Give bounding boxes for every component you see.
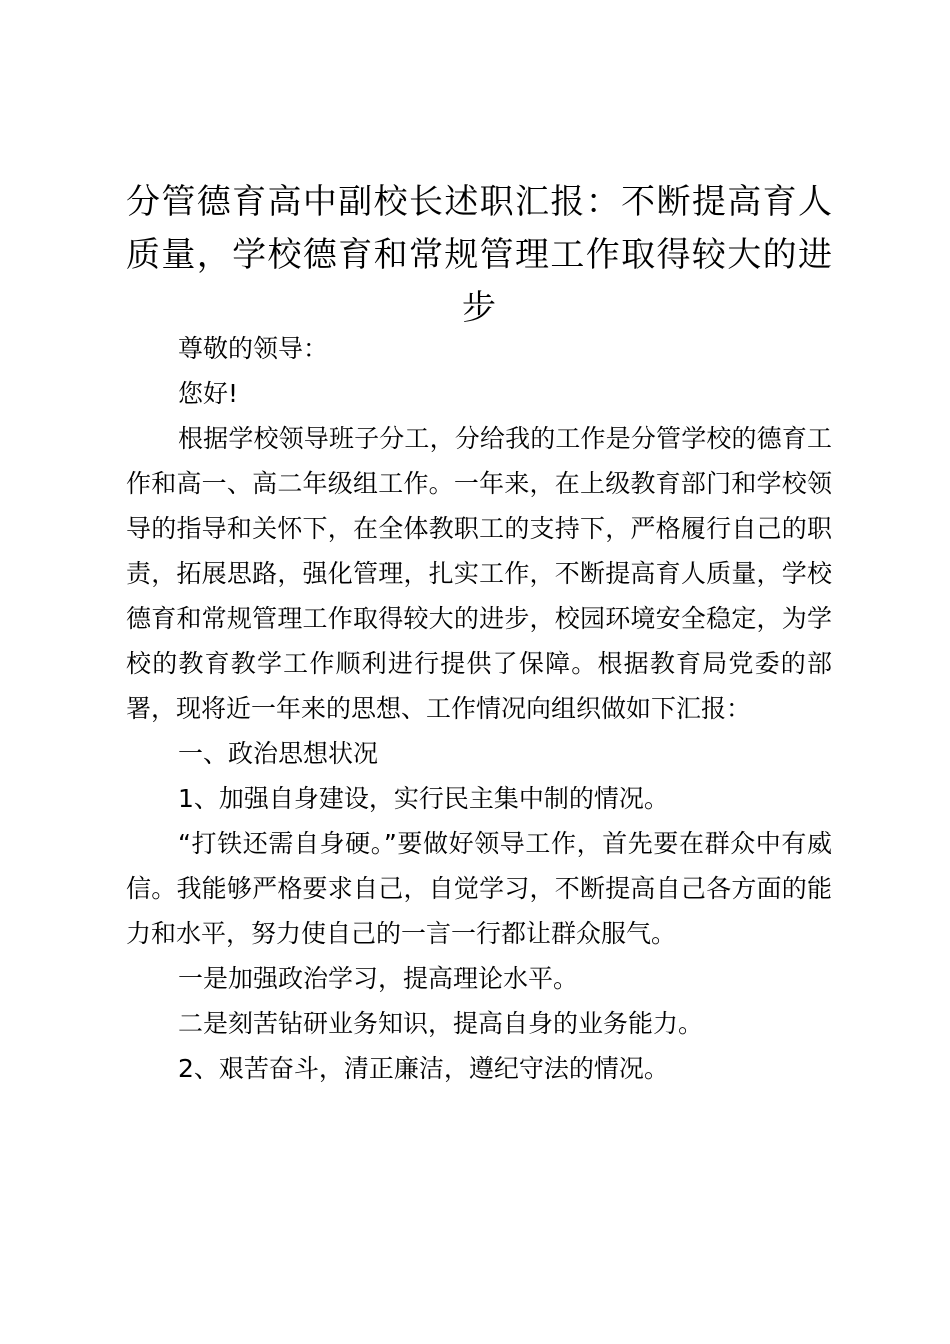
list-item: 一是加强政治学习，提高理论水平。 [178, 964, 579, 993]
salutation: 尊敬的领导： [178, 334, 329, 363]
document-title: 分管德育高中副校长述职汇报：不断提高育人质量，学校德育和常规管理工作取得较大的进步 [126, 182, 832, 328]
greeting: 您好! [178, 379, 239, 408]
section-heading: 一、政治思想状况 [178, 739, 379, 768]
list-item: 二是刻苦钻研业务知识，提高自身的业务能力。 [178, 1009, 704, 1038]
subsection-heading: 2、艰苦奋斗，清正廉洁，遵纪守法的情况。 [178, 1054, 669, 1083]
document-body [126, 326, 832, 1091]
body-paragraph: “打铁还需自身硬。”要做好领导工作，首先要在群众中有威信。我能够严格要求自己，自觉学习，不断提高自己各方面的能力和水平，努力使自己的一言一行都让群众服气。 [126, 829, 832, 948]
intro-paragraph: 根据学校领导班子分工，分给我的工作是分管学校的德育工作和高一、高二年级组工作。一年来，在上级教育部门和学校领导的指导和关怀下，在全体教职工的支持下，严格履行自己的职责，拓展思路，强化管理，扎实工作，不断提高育人质量，学校德育和常规管理工作取得较大的进步，校园环境安全稳定，为学校的教育教学工作顺利进行提供了保障。根据教育局党委的部署，现将近一年来的思想、工作情况向组织做如下汇报： [126, 424, 832, 723]
subsection-heading: 1、加强自身建设，实行民主集中制的情况。 [178, 784, 669, 813]
